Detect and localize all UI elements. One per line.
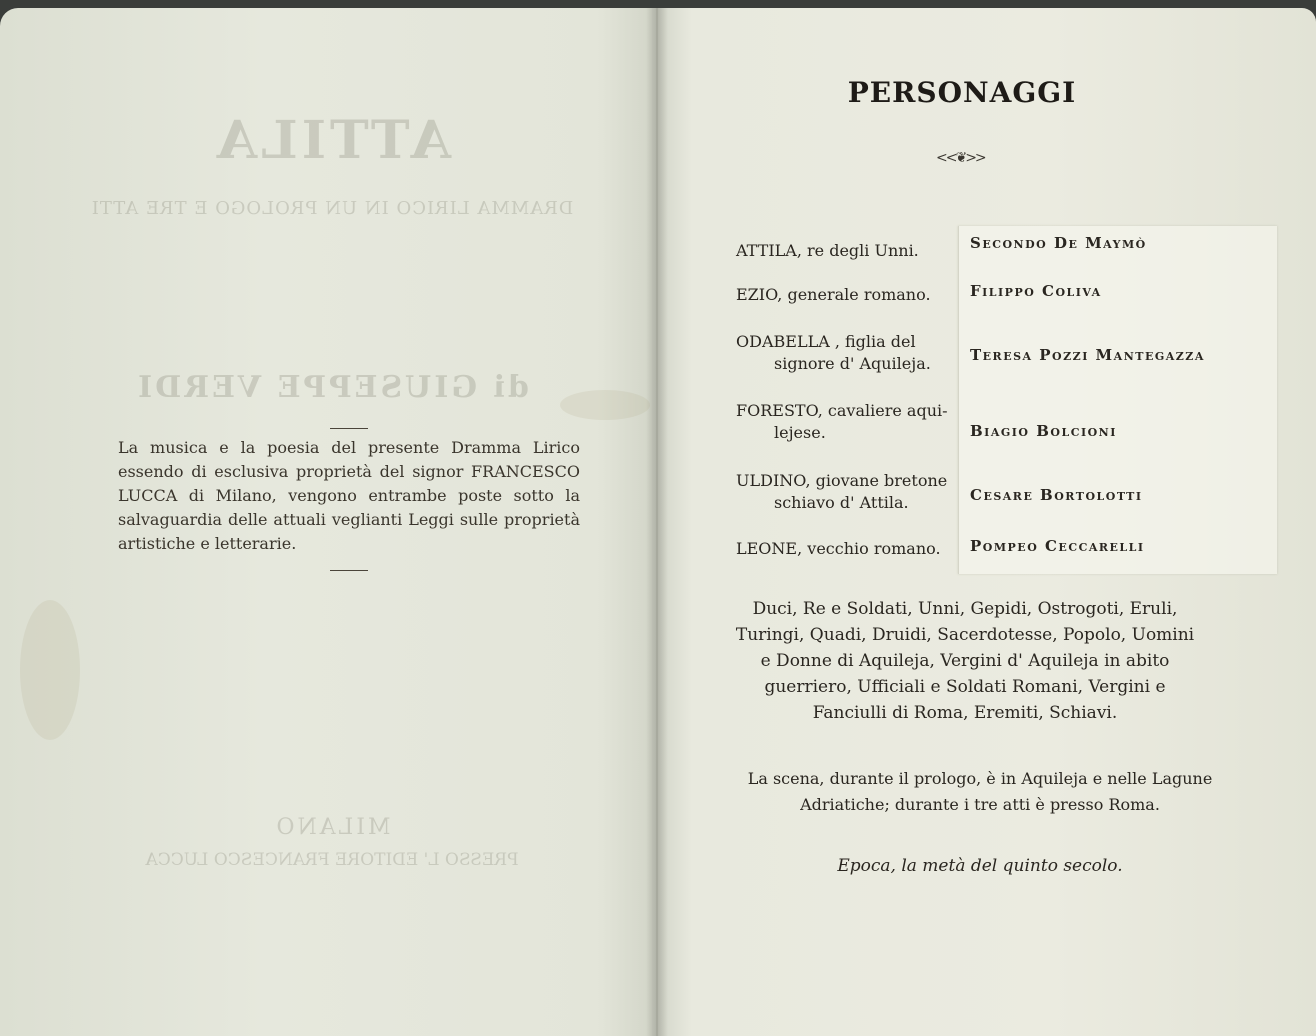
cast-role — [736, 284, 958, 306]
chorus-list: Duci, Re e Soldati, Unni, Gepidi, Ostrogoti, Eruli, Turingi, Quadi, Druidi, Sacerdotesse, Popolo, Uomini e Donne di Aquileja, Vergini d' Aquileja in abito guerriero, Ufficiali e Soldati Romani, Vergini e Fanciulli di Roma, Eremiti, Schiavi. — [735, 599, 1195, 723]
ghost-title: ATTILA — [212, 110, 452, 171]
cast-role — [736, 470, 958, 514]
cast-role — [736, 331, 958, 375]
role-text-cont: signore d' Aquileja. — [774, 354, 931, 373]
notice-rule-top — [330, 428, 368, 429]
ghost-composer: di GIUSEPPE VERDI — [135, 370, 529, 405]
role-text: LEONE, vecchio romano. — [736, 539, 941, 558]
cast-singer: Filippo Coliva — [970, 282, 1102, 300]
cast-singer: Secondo De Maymò — [970, 234, 1147, 252]
role-text: ULDINO, giovane bretone — [736, 471, 948, 490]
copyright-notice: La musica e la poesia del presente Dramma Lirico essendo di esclusiva proprietà del signor FRANCESCO LUCCA di Milano, vengono entrambe poste sotto la salvaguardia delle attuali veglianti Leggi sulle proprietà artistiche e letterarie. — [118, 438, 580, 553]
role-text-cont: schiavo d' Attila. — [774, 493, 909, 512]
ghost-city: MILANO — [273, 815, 391, 840]
role-text-cont: lejese. — [774, 423, 826, 442]
paper-stain — [20, 600, 80, 740]
cast-singer: Teresa Pozzi Mantegazza — [970, 346, 1205, 364]
singer-slip — [958, 226, 1277, 574]
cast-role — [736, 400, 958, 444]
page-title: PERSONAGGI — [847, 76, 1077, 109]
role-text: ATTILA, re degli Unni. — [736, 241, 919, 260]
ghost-publisher: PRESSO L' EDITORE FRANCESCO LUCCA — [145, 850, 519, 870]
cast-role — [736, 538, 958, 560]
ghost-subtitle: DRAMMA LIRICO IN UN PROLOGO E TRE ATTI — [90, 198, 574, 219]
cast-singer: Biagio Bolcioni — [970, 422, 1117, 440]
role-text: FORESTO, cavaliere aqui- — [736, 401, 948, 420]
notice-rule-bottom — [330, 570, 368, 571]
cast-role — [736, 240, 958, 262]
ornament-icon: <<❦>> — [936, 150, 985, 166]
role-text: EZIO, generale romano. — [736, 285, 931, 304]
cast-singer: Cesare Bortolotti — [970, 486, 1143, 504]
role-text: ODABELLA , figlia del — [736, 332, 916, 351]
epoch-note: Epoca, la metà del quinto secolo. — [837, 856, 1123, 876]
scene-setting: La scena, durante il prologo, è in Aquileja e nelle Lagune Adriatiche; durante i tre atti è presso Roma. — [747, 769, 1213, 814]
cast-singer: Pompeo Ceccarelli — [970, 537, 1145, 555]
